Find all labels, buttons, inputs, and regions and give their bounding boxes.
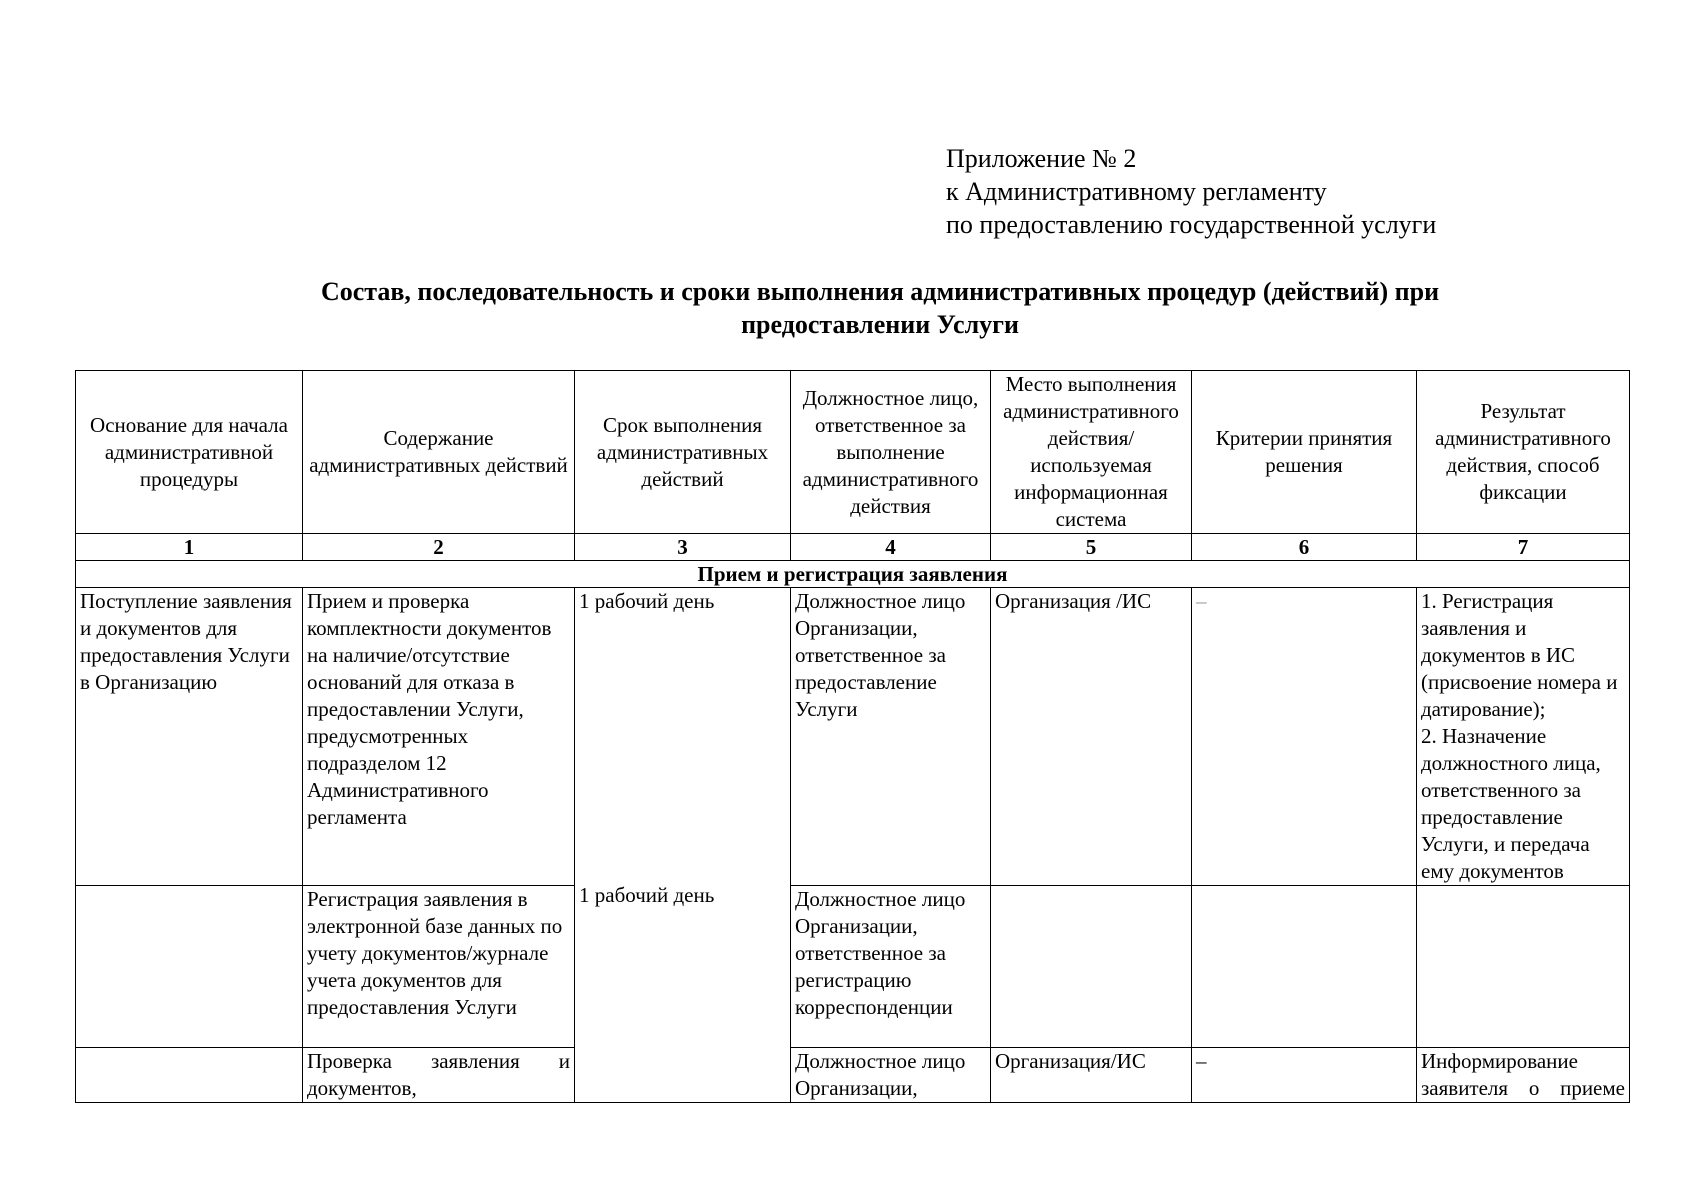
header-place: Место выполнения административного действия/ используемая информационная система <box>991 371 1192 534</box>
cell-place: Организация/ИС <box>991 1048 1192 1103</box>
cell-criteria: – <box>1192 1048 1417 1103</box>
procedures-table <box>75 370 1630 1103</box>
column-number: 2 <box>303 534 575 561</box>
appendix-number: Приложение № 2 <box>946 144 1137 173</box>
column-number: 4 <box>791 534 991 561</box>
header-basis: Основание для начала административной процедуры <box>76 371 303 534</box>
cell-place <box>991 886 1192 1048</box>
column-number: 1 <box>76 534 303 561</box>
cell-criteria <box>1192 886 1417 1048</box>
cell-result: 1. Регистрация заявления и документов в ИС (присвоение номера и датирование); 2. Назначение должностного лица, ответственного за предоставление Услуги, и передача ему документов <box>1417 588 1630 886</box>
cell-basis: Поступление заявления и документов для предоставления Услуги в Организацию <box>76 588 303 886</box>
table-header-row <box>76 371 1630 534</box>
cell-basis <box>76 886 303 1048</box>
appendix-service: по предоставлению государственной услуги <box>946 210 1437 239</box>
table-row <box>76 886 1630 1048</box>
header-official: Должностное лицо, ответственное за выполнение административного действия <box>791 371 991 534</box>
column-number: 3 <box>575 534 791 561</box>
appendix-reference: к Административному регламенту <box>946 177 1327 206</box>
cell-content: Регистрация заявления в электронной базе данных по учету документов/журнале учета документов для предоставления Услуги <box>303 886 575 1048</box>
column-number: 7 <box>1417 534 1630 561</box>
section-title: Прием и регистрация заявления <box>76 561 1630 588</box>
cell-official: Должностное лицо Организации, <box>791 1048 991 1103</box>
title-line-1: Состав, последовательность и сроки выполнения административных процедур (действий) при <box>320 277 1440 306</box>
cell-result: Информирование заявителя о приеме <box>1417 1048 1630 1103</box>
cell-official: Должностное лицо Организации, ответственное за предоставление Услуги <box>791 588 991 886</box>
cell-place: Организация /ИС <box>991 588 1192 886</box>
document-title <box>150 275 1610 341</box>
cell-official: Должностное лицо Организации, ответственное за регистрацию корреспонденции <box>791 886 991 1048</box>
column-number: 6 <box>1192 534 1417 561</box>
cell-term-merged <box>575 588 791 1103</box>
column-numbers-row <box>76 534 1630 561</box>
table-row <box>76 1048 1630 1103</box>
title-line-2: предоставлении Услуги <box>741 310 1019 339</box>
table-row <box>76 588 1630 886</box>
header-term: Срок выполнения административных действий <box>575 371 791 534</box>
cell-content: Проверка заявления и документов, <box>303 1048 575 1103</box>
column-number: 5 <box>991 534 1192 561</box>
cell-content: Прием и проверка комплектности документов на наличие/отсутствие оснований для отказа в предоставлении Услуги, предусмотренных подразделом 12 Административного регламента <box>303 588 575 886</box>
header-result: Результат административного действия, способ фиксации <box>1417 371 1630 534</box>
header-criteria: Критерии принятия решения <box>1192 371 1417 534</box>
appendix-header <box>946 142 1436 241</box>
cell-spacer <box>579 615 786 882</box>
cell-criteria: – <box>1192 588 1417 886</box>
cell-result <box>1417 886 1630 1048</box>
cell-term: 1 рабочий день <box>579 883 715 907</box>
header-content: Содержание административных действий <box>303 371 575 534</box>
cell-basis <box>76 1048 303 1103</box>
section-row <box>76 561 1630 588</box>
cell-term: 1 рабочий день <box>579 589 715 613</box>
